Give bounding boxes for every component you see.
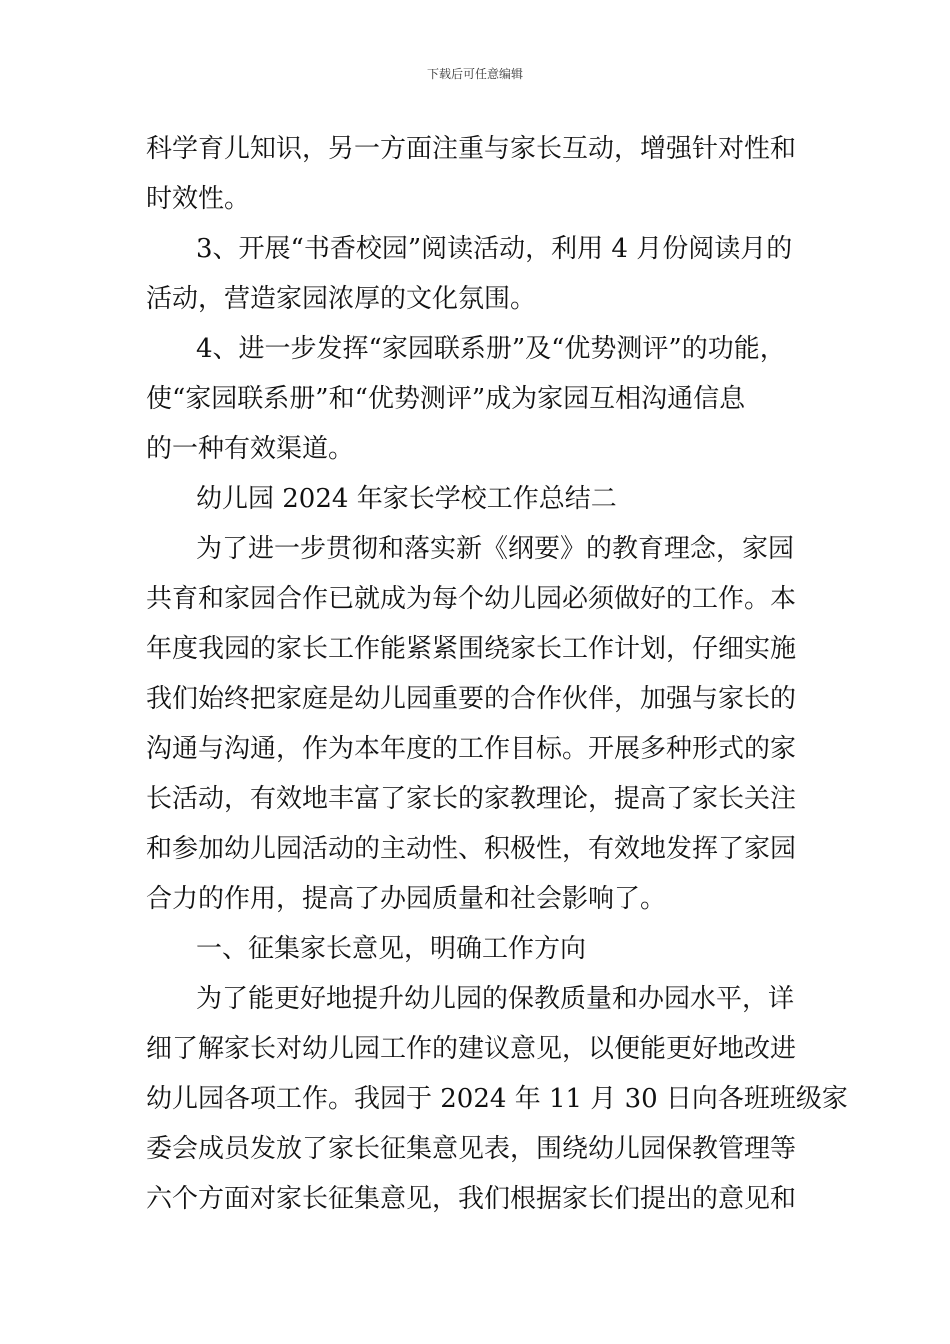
paragraph-line: 细了解家长对幼儿园工作的建议意见，以便能更好地改进 (146, 1034, 797, 1064)
paragraph-line: 为了进一步贯彻和落实新《纲要》的教育理念，家园 (196, 534, 795, 564)
paragraph-line: 年度我园的家长工作能紧紧围绕家长工作计划，仔细实施 (146, 634, 797, 664)
paragraph-line: 我们始终把家庭是幼儿园重要的合作伙伴，加强与家长的 (146, 684, 797, 714)
paragraph-line: 共育和家园合作已就成为每个幼儿园必须做好的工作。本 (146, 584, 797, 614)
paragraph-line: 委会成员发放了家长征集意见表，围绕幼儿园保教管理等 (146, 1134, 797, 1164)
paragraph-line: 科学育儿知识，另一方面注重与家长互动，增强针对性和 (146, 134, 797, 164)
page-header-note: 下载后可任意编辑 (426, 67, 523, 81)
paragraph-line: 和参加幼儿园活动的主动性、积极性，有效地发挥了家园 (146, 834, 797, 864)
document-body (146, 124, 848, 1224)
paragraph-line: 合力的作用，提高了办园质量和社会影响了。 (146, 884, 667, 914)
paragraph-line: 4、进一步发挥“家园联系册”及“优势测评”的功能， (196, 334, 786, 364)
paragraph-line: 使“家园联系册”和“优势测评”成为家园互相沟通信息 (146, 384, 746, 414)
paragraph-line: 六个方面对家长征集意见，我们根据家长们提出的意见和 (146, 1184, 797, 1214)
section-title: 幼儿园 2024 年家长学校工作总结二 (196, 484, 617, 514)
paragraph-line: 沟通与沟通，作为本年度的工作目标。开展多种形式的家 (146, 734, 797, 764)
paragraph-line: 活动，营造家园浓厚的文化氛围。 (146, 284, 537, 314)
paragraph-line: 3、开展“书香校园”阅读活动，利用 4 月份阅读月的 (196, 234, 793, 264)
paragraph-line: 幼儿园各项工作。我园于 2024 年 11 月 30 日向各班班级家 (146, 1084, 848, 1114)
paragraph-line: 时效性。 (146, 184, 251, 214)
paragraph-line: 的一种有效渠道。 (146, 434, 355, 464)
section-heading: 一、征集家长意见，明确工作方向 (196, 934, 587, 964)
paragraph-line: 长活动，有效地丰富了家长的家教理论，提高了家长关注 (146, 784, 797, 814)
paragraph-line: 为了能更好地提升幼儿园的保教质量和办园水平，详 (196, 984, 795, 1014)
